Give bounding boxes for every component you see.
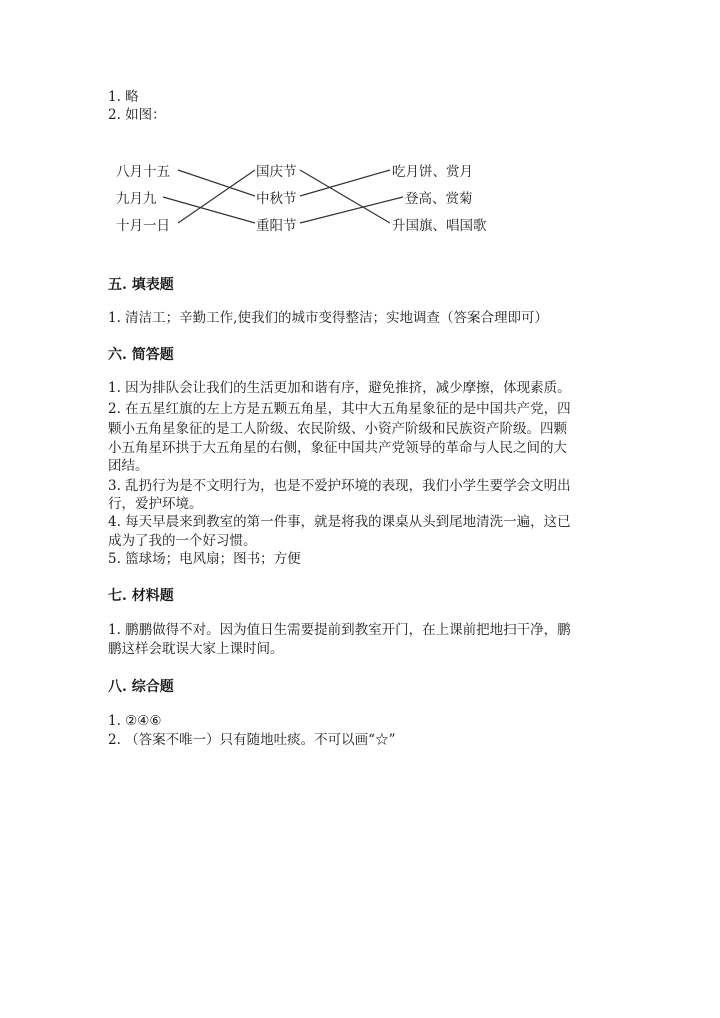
section6-line-1: 1. 因为排队会让我们的生活更加和谐有序，避免推挤，减少摩擦，体现素质。 xyxy=(108,380,571,396)
section5-line-1: 1. 清洁工；辛勤工作,使我们的城市变得整洁；实地调查（答案合理即可） xyxy=(108,310,548,326)
section7-line-2: 鹏这样会耽误大家上课时间。 xyxy=(108,641,284,657)
section6-line-3: 颗小五角星象征的是工人阶级、农民阶级、小资产阶级和民族资产阶级。四颗 xyxy=(108,421,567,437)
section6-line-10: 5. 篮球场；电风扇；图书；方便 xyxy=(108,551,301,567)
festival-double-ninth: 重阳节 xyxy=(256,218,297,234)
section8-line-1: 1. ②④⑥ xyxy=(108,713,162,729)
line-99-doubleninth xyxy=(163,197,255,223)
answer-2: 2. 如图： xyxy=(108,107,166,123)
section8-line-2: 2. （答案不唯一）只有随地吐痰。不可以画“☆” xyxy=(108,732,396,748)
section6-heading: 六. 简答题 xyxy=(108,347,174,363)
custom-climb: 登高、赏菊 xyxy=(405,191,473,207)
connector-lines xyxy=(0,0,720,300)
line-nationalday-flag xyxy=(300,170,390,223)
section7-heading: 七. 材料题 xyxy=(108,588,174,604)
festival-national-day: 国庆节 xyxy=(256,164,297,180)
date-mid-autumn: 八月十五 xyxy=(116,164,170,180)
festival-mid-autumn: 中秋节 xyxy=(256,191,297,207)
section6-line-6: 3. 乱扔行为是不文明行为，也是不爱护环境的表现，我们小学生要学会文明出 xyxy=(108,478,571,494)
date-double-ninth: 九月九 xyxy=(116,191,157,207)
line-101-nationalday xyxy=(178,170,255,223)
section6-line-9: 成为了我的一个好习惯。 xyxy=(108,533,257,549)
section6-line-2: 2. 在五星红旗的左上方是五颗五角星，其中大五角星象征的是中国共产党，四 xyxy=(108,401,571,417)
custom-mooncake: 吃月饼、赏月 xyxy=(392,164,473,180)
section6-line-8: 4. 每天早晨来到教室的第一件事，就是将我的课桌从头到尾地清洗一遍，这已 xyxy=(108,514,571,530)
line-815-midautumn xyxy=(178,170,255,196)
section7-line-1: 1. 鹏鹏做得不对。因为值日生需要提前到教室开门，在上课前把地扫干净，鹏 xyxy=(108,622,571,638)
section6-line-4: 小五角星环拱于大五角星的右侧，象征中国共产党领导的革命与人民之间的大 xyxy=(108,440,567,456)
section8-heading: 八. 综合题 xyxy=(108,679,174,695)
line-midautumn-mooncake xyxy=(300,170,390,196)
answer-1: 1. 略 xyxy=(108,89,139,105)
section6-line-7: 行，爱护环境。 xyxy=(108,496,203,512)
custom-flag: 升国旗、唱国歌 xyxy=(392,218,487,234)
section5-heading: 五. 填表题 xyxy=(108,277,174,293)
section6-line-5: 团结。 xyxy=(108,458,149,474)
date-national-day: 十月一日 xyxy=(116,218,170,234)
